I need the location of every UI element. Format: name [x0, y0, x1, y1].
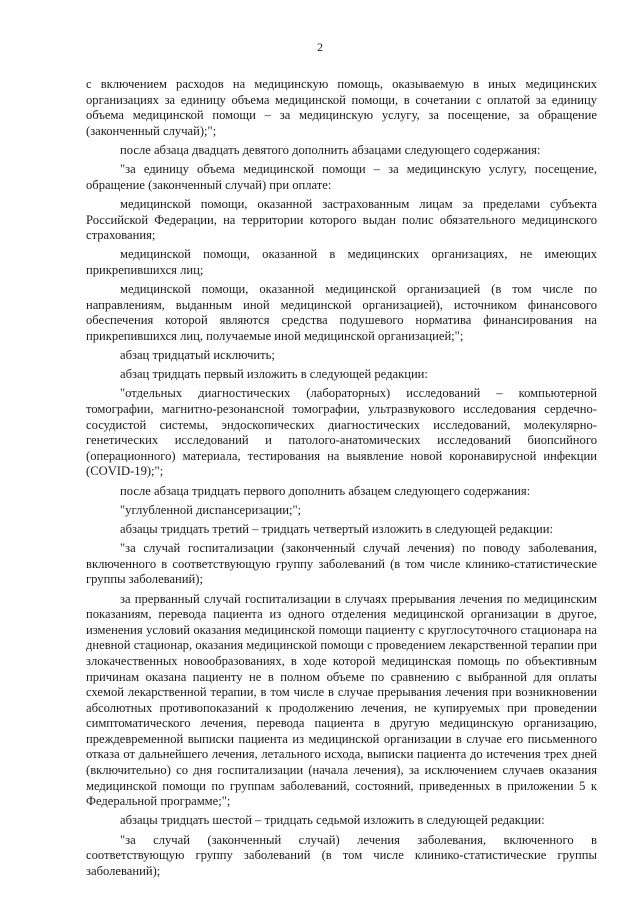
paragraph: абзац тридцать первый изложить в следующей редакции:: [120, 367, 428, 382]
paragraph: "за единицу объема медицинской помощи – за медицинскую услугу, посещение, обращение (законченный случай) при оплате:: [86, 162, 597, 192]
paragraph: после абзаца тридцать первого дополнить абзацем следующего содержания:: [120, 483, 531, 498]
document-body: [86, 77, 597, 883]
paragraph: медицинской помощи, оказанной застрахованным лицам за пределами субъекта Российской Федерации, на территории которого выдан полис обязательного медицинского страхования;: [86, 196, 597, 243]
paragraph: за прерванный случай госпитализации в случаях прерывания лечения по медицинским показаниям, перевода пациента из одного отделения медицинской организации в другое, изменения условий оказания медицинской помощи пациенту с круглосуточного стационара на дневной стационар, оказания медицинской помощи с проведением лекарственной терапии при злокачественных новообразованиях, в ходе которой медицинская помощь по объективным причинам оказана пациенту не в полном объеме по сравнению с выбранной для оплаты схемой лекарственной терапии, в том числе в случае прерывания лечения при возникновении абсолютных противопоказаний к продолжению лечения, не купируемых при проведении симптоматического лечения, перевода пациента в другую медицинскую организацию, преждевременной выписки пациента из медицинской организации в случае его письменного отказа от дальнейшего лечения, летального исхода, выписки пациента до истечения трех дней (включительно) со дня госпитализации (начала лечения), за исключением случаев оказания медицинской помощи по группам заболеваний, состояний, приведенных в приложении 5 к Федеральной программе;";: [86, 591, 597, 809]
paragraph: "за случай (законченный случай) лечения заболевания, включенного в соответствующую группу заболеваний (в том числе клинико-статистические группы заболеваний);: [86, 832, 597, 878]
paragraph: "за случай госпитализации (законченный случай лечения) по поводу заболевания, включенного в соответствующую группу заболеваний (в том числе клинико-статистические группы заболеваний);: [86, 541, 597, 587]
paragraph: после абзаца двадцать девятого дополнить абзацами следующего содержания:: [120, 142, 541, 157]
page-number: 2: [317, 40, 323, 54]
paragraph: медицинской помощи, оказанной в медицинских организациях, не имеющих прикрепившихся лиц;: [86, 247, 597, 277]
paragraph: абзацы тридцать третий – тридцать четвертый изложить в следующей редакции:: [120, 521, 553, 536]
paragraph: абзац тридцатый исключить;: [120, 348, 275, 363]
paragraph: медицинской помощи, оказанной медицинской организацией (в том числе по направлениям, выданным иной медицинской организацией), источником финансового обеспечения которой являются средства подушевого норматива финансирования на прикрепившихся лиц, получаемые иной медицинской организацией;";: [86, 282, 597, 343]
paragraph: с включением расходов на медицинскую помощь, оказываемую в иных медицинских организациях за единицу объема медицинской помощи, в сочетании с оплатой за единицу объема медицинской помощи – за медицинскую услугу, за посещение, за обращение (законченный случай);";: [86, 77, 597, 138]
paragraph: абзацы тридцать шестой – тридцать седьмой изложить в следующей редакции:: [120, 813, 545, 828]
paragraph: "отдельных диагностических (лабораторных) исследований – компьютерной томографии, магнитно-резонансной томографии, ультразвукового исследования сердечно-сосудистой системы, эндоскопических диагностических исследований, молекулярно-генетических исследований и патолого-анатомических исследований биопсийного (операционного) материала, тестирования на выявление новой коронавирусной инфекции (COVID-19);";: [86, 386, 597, 479]
paragraph: "углубленной диспансеризации;";: [120, 502, 302, 517]
